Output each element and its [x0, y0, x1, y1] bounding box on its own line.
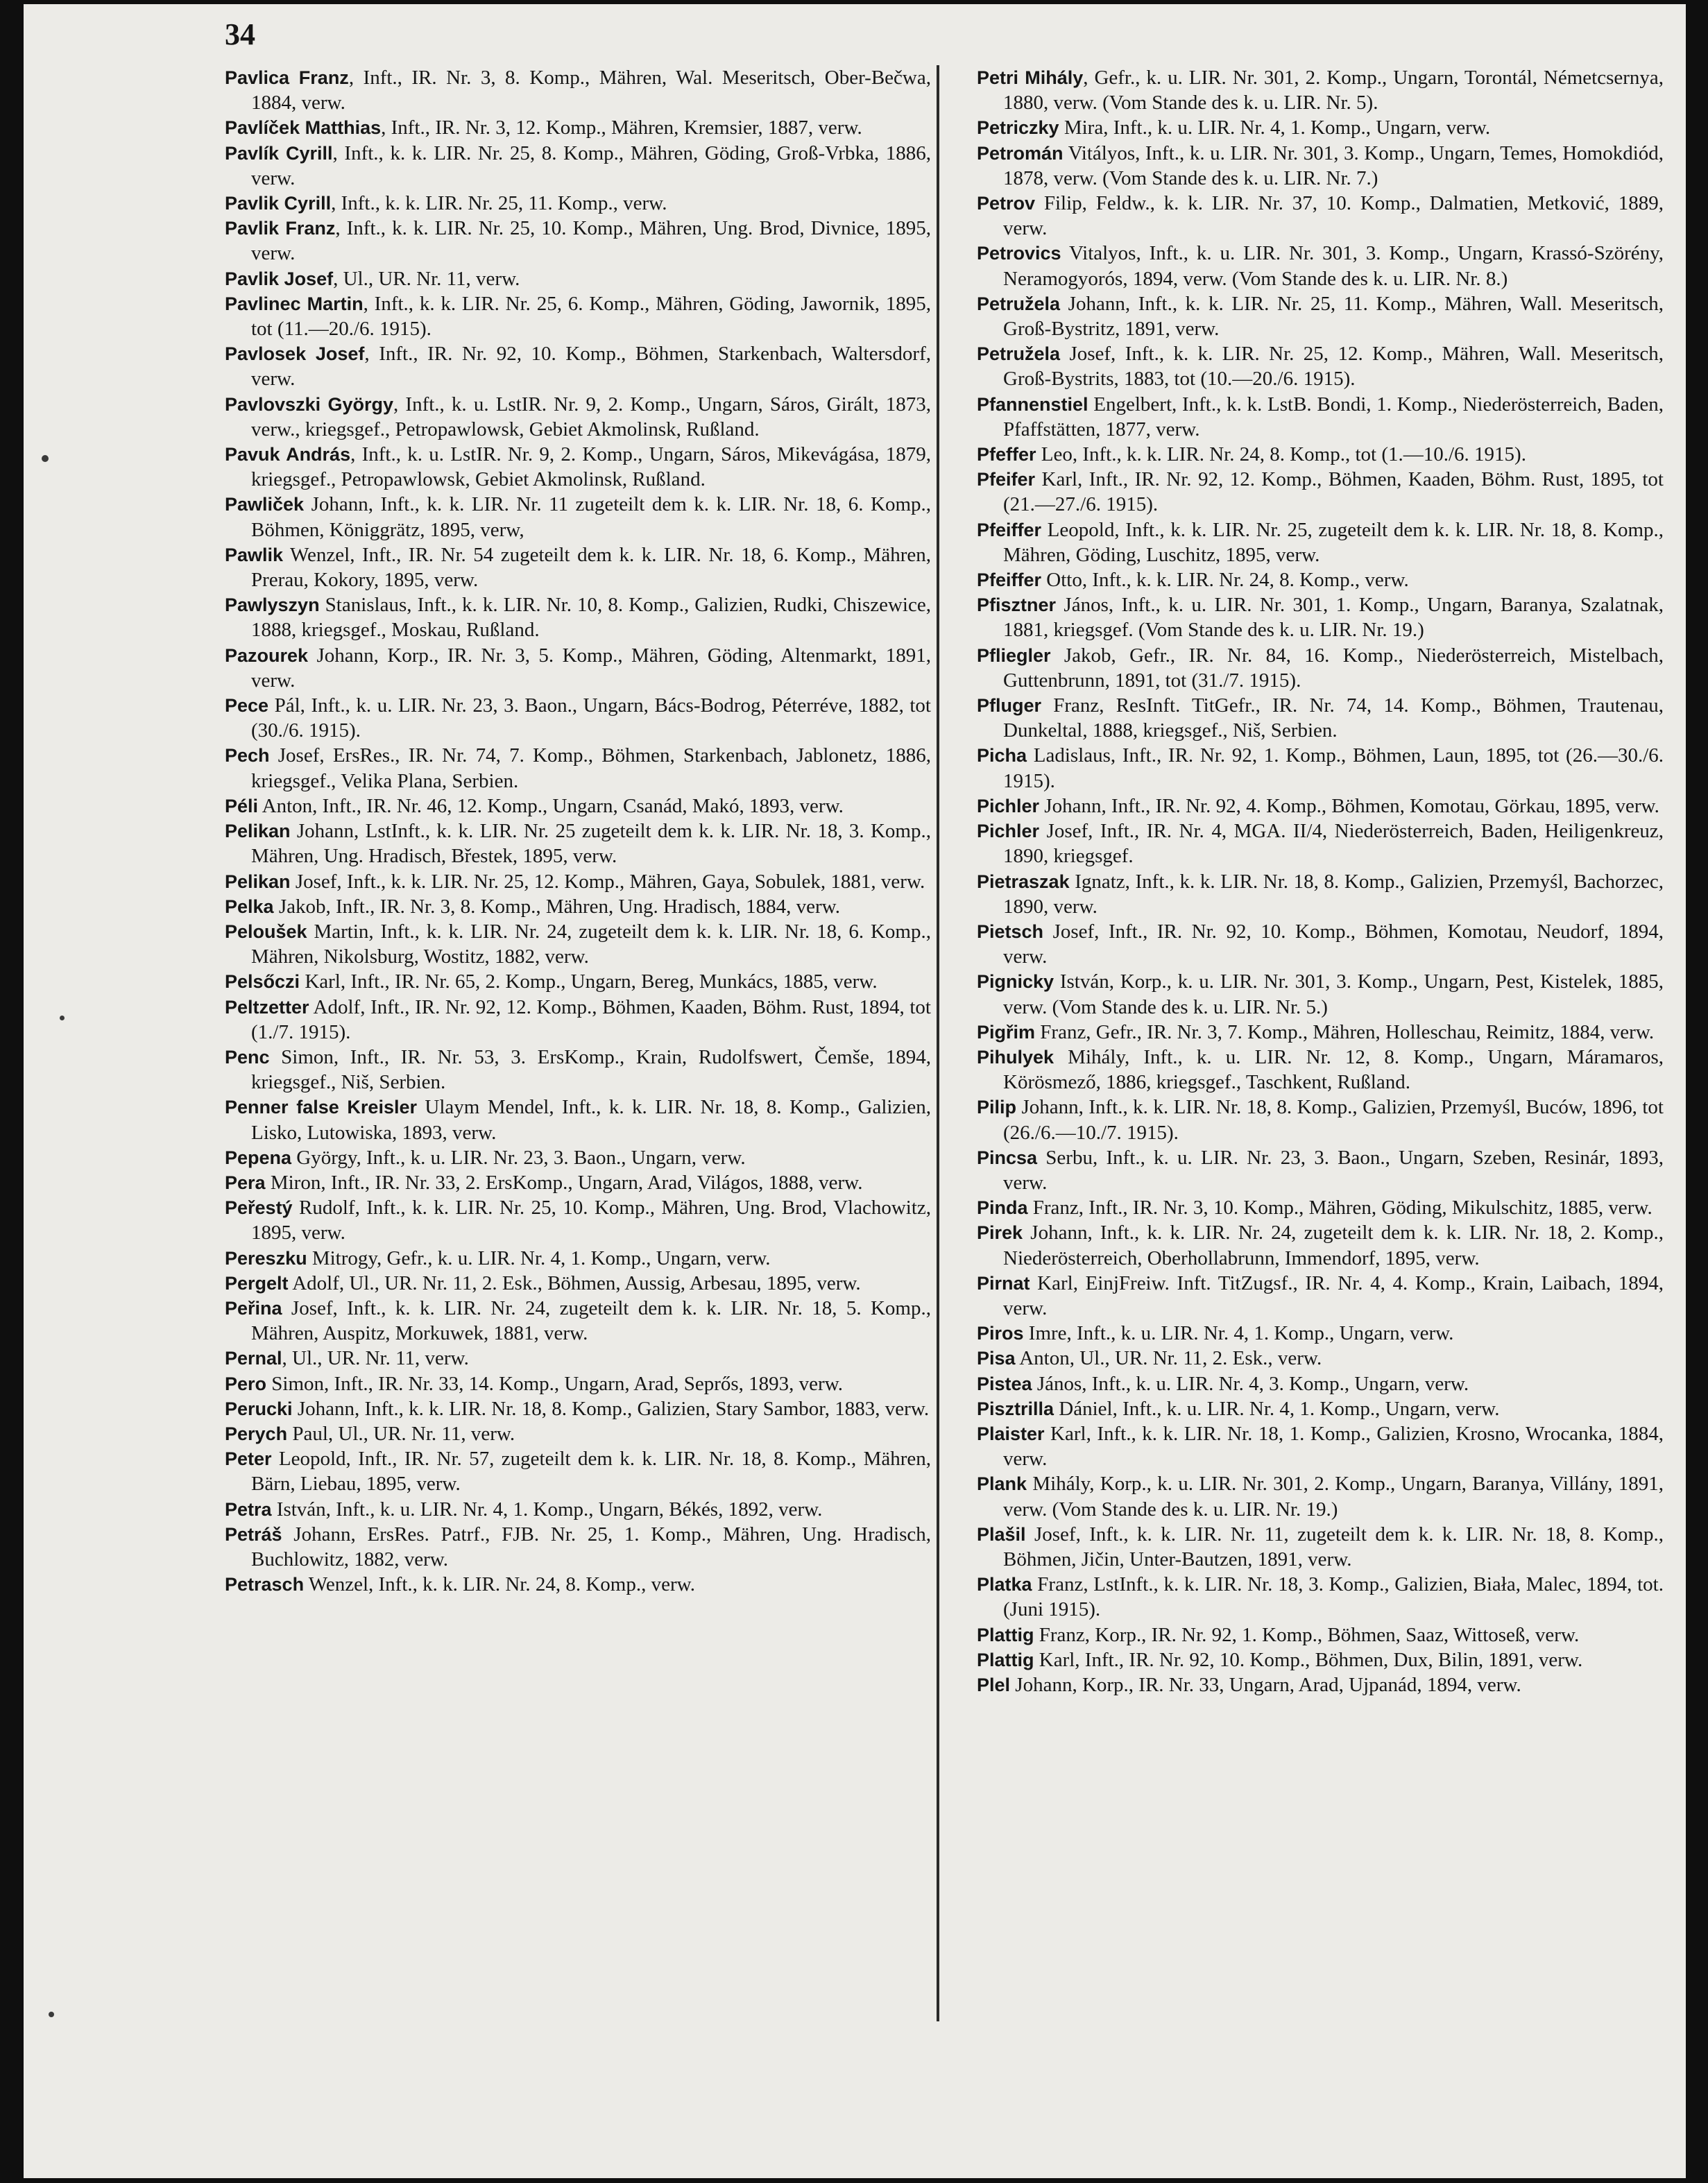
entry-name: Pece [225, 695, 269, 717]
entry-details: Mira, Inft., k. u. LIR. Nr. 4, 1. Komp., Ungarn, verw. [1059, 117, 1491, 139]
entry-details: , Gefr., k. u. LIR. Nr. 301, 2. Komp., Ungarn, Torontál, Németcsernya, 1880, verw. (Vom Stande des k. u. LIR. Nr. 5). [1003, 67, 1664, 114]
speck-mark [49, 2012, 54, 2017]
register-entry [225, 216, 931, 266]
register-entry [977, 1271, 1664, 1321]
entry-name: Penc [225, 1046, 270, 1068]
entry-details: Josef, Inft., k. k. LIR. Nr. 25, 12. Komp., Mähren, Gaya, Sobulek, 1881, verw. [290, 870, 925, 893]
register-entry [977, 1623, 1664, 1647]
entry-name: Pfeiffer [977, 519, 1042, 540]
entry-details: Mihály, Inft., k. u. LIR. Nr. 12, 8. Komp., Ungarn, Máramaros, Körösmező, 1886, kriegsgef., Taschkent, Rußland. [1003, 1045, 1664, 1094]
register-entry [225, 1095, 931, 1145]
register-entry [977, 819, 1664, 868]
register-entry [225, 794, 931, 819]
entry-details: Stanislaus, Inft., k. k. LIR. Nr. 10, 8. Komp., Galizien, Rudki, Chiszewice, 1888, kriegsgef., Moskau, Rußland. [251, 594, 931, 642]
entry-name: Pavlik Cyrill [225, 193, 332, 214]
register-entry [225, 65, 931, 115]
entry-name: Pech [225, 745, 270, 767]
entry-details: Miron, Inft., IR. Nr. 33, 2. ErsKomp., Ungarn, Arad, Világos, 1888, verw. [265, 1171, 863, 1194]
entry-details: Mihály, Korp., k. u. LIR. Nr. 301, 2. Komp., Ungarn, Baranya, Villány, 1891, verw. (Vom Stande des k. u. LIR. Nr. 19.) [1003, 1473, 1664, 1521]
entry-details: Mitrogy, Gefr., k. u. LIR. Nr. 4, 1. Komp., Ungarn, verw. [307, 1247, 771, 1269]
entry-name: Peloušek [225, 921, 307, 942]
entry-details: Leo, Inft., k. k. LIR. Nr. 24, 8. Komp., tot (1.—10./6. 1915). [1036, 443, 1526, 466]
speck-mark [60, 1016, 65, 1020]
entry-details: Leopold, Inft., IR. Nr. 57, zugeteilt dem k. k. LIR. Nr. 18, 8. Komp., Mähren, Bärn, Liebau, 1895, verw. [251, 1448, 931, 1496]
entry-details: , Inft., k. k. LIR. Nr. 25, 10. Komp., Mähren, Ung. Brod, Divnice, 1895, verw. [251, 217, 931, 265]
entry-name: Pfannenstiel [977, 393, 1088, 415]
entry-details: Karl, Inft., IR. Nr. 65, 2. Komp., Ungarn, Bereg, Munkács, 1885, verw. [300, 970, 878, 993]
entry-details: , Inft., IR. Nr. 92, 10. Komp., Böhmen, Starkenbach, Waltersdorf, verw. [251, 343, 931, 391]
entry-name: Pavlik Josef [225, 268, 334, 289]
entry-name: Pfluger [977, 695, 1042, 717]
register-entry [225, 1497, 931, 1522]
register-entry [977, 1045, 1664, 1095]
entry-details: Josef, Inft., k. k. LIR. Nr. 11, zugeteilt dem k. k. LIR. Nr. 18, 8. Komp., Böhmen, Jičin, Unter-Bautzen, 1891, verw. [1003, 1523, 1664, 1570]
register-entry [977, 592, 1664, 642]
entry-name: Peřestý [225, 1197, 293, 1219]
register-entry [225, 1246, 931, 1271]
entry-details: Franz, LstInft., k. k. LIR. Nr. 18, 3. Komp., Galizien, Biała, Malec, 1894, tot. (Juni 1915). [1003, 1573, 1664, 1621]
entry-details: , Inft., IR. Nr. 3, 12. Komp., Mähren, Kremsier, 1887, verw. [381, 117, 862, 139]
register-entry [977, 919, 1664, 969]
register-entry [977, 1020, 1664, 1045]
document-page [24, 4, 1686, 2178]
entry-name: Pietsch [977, 921, 1044, 942]
entry-details: Johann, Korp., IR. Nr. 33, Ungarn, Arad, Ujpanád, 1894, verw. [1010, 1674, 1521, 1696]
entry-name: Petrov [977, 193, 1036, 214]
entry-details: Ladislaus, Inft., IR. Nr. 92, 1. Komp., Böhmen, Laun, 1895, tot (26.—30./6. 1915). [1003, 744, 1664, 792]
entry-details: Wenzel, Inft., k. k. LIR. Nr. 24, 8. Komp., verw. [304, 1573, 695, 1596]
entry-details: , Ul., UR. Nr. 11, verw. [333, 267, 520, 290]
register-entry [225, 1045, 931, 1095]
speck-mark [42, 455, 49, 462]
entry-name: Penner false Kreisler [225, 1097, 417, 1118]
register-entry [225, 341, 931, 391]
entry-name: Pfeffer [977, 444, 1036, 465]
entry-details: Johann, Inft., IR. Nr. 92, 4. Komp., Böhmen, Komotau, Görkau, 1895, verw. [1039, 794, 1659, 817]
entry-name: Plattig [977, 1649, 1034, 1670]
entry-details: Vitalyos, Inft., k. u. LIR. Nr. 301, 3. Komp., Ungarn, Krassó-Szörény, Neramogyorós, 1894, verw. (Vom Stande des k. u. LIR. Nr. 8.) [1003, 242, 1664, 290]
entry-details: Johann, LstInft., k. k. LIR. Nr. 25 zugeteilt dem k. k. LIR. Nr. 18, 3. Komp., Mähren, Ung. Hradisch, Břestek, 1895, verw. [251, 820, 931, 868]
entry-name: Petri Mihály [977, 67, 1084, 88]
entry-details: Wenzel, Inft., IR. Nr. 54 zugeteilt dem k. k. LIR. Nr. 18, 6. Komp., Mähren, Prerau, Kokory, 1895, verw. [251, 543, 931, 592]
entry-details: János, Inft., k. u. LIR. Nr. 4, 3. Komp., Ungarn, verw. [1032, 1372, 1469, 1395]
register-entry [977, 141, 1664, 191]
entry-details: Ulaym Mendel, Inft., k. k. LIR. Nr. 18, 8. Komp., Galizien, Lisko, Lutowiska, 1893, verw. [251, 1096, 931, 1144]
register-entry [225, 592, 931, 642]
entry-name: Piros [977, 1323, 1024, 1344]
register-entry [977, 1346, 1664, 1371]
entry-name: Pavlik Franz [225, 218, 336, 239]
entry-name: Petromán [977, 142, 1064, 164]
entry-name: Pirnat [977, 1272, 1030, 1294]
entry-details: Johann, Inft., k. k. LIR. Nr. 18, 8. Komp., Galizien, Stary Sambor, 1883, verw. [292, 1397, 930, 1420]
register-entry [225, 1446, 931, 1496]
register-entry [225, 693, 931, 743]
entry-name: Pisztrilla [977, 1398, 1054, 1419]
entry-details: , Inft., k. k. LIR. Nr. 25, 8. Komp., Mähren, Göding, Groß-Vrbka, 1886, verw. [251, 142, 931, 189]
register-entry [225, 115, 931, 140]
entry-name: Pinda [977, 1197, 1028, 1219]
entry-name: Pelka [225, 896, 274, 917]
register-entry [977, 1522, 1664, 1572]
register-entry [977, 291, 1664, 341]
register-entry [225, 1522, 931, 1572]
entry-name: Perucki [225, 1398, 293, 1419]
entry-details: , Inft., k. u. LstIR. Nr. 9, 2. Komp., Ungarn, Sáros, Girált, 1873, verw., kriegsgef., Petropawlowsk, Gebiet Akmolinsk, Rußland. [251, 393, 931, 440]
register-entry [977, 693, 1664, 743]
entry-name: Pignicky [977, 971, 1054, 993]
register-entry [225, 1396, 931, 1421]
entry-name: Platka [977, 1574, 1032, 1595]
register-entry [225, 995, 931, 1045]
entry-details: Anton, Ul., UR. Nr. 11, 2. Esk., verw. [1015, 1347, 1322, 1370]
register-entry [977, 115, 1664, 140]
entry-name: Pirek [977, 1222, 1023, 1244]
entry-details: Karl, Inft., IR. Nr. 92, 12. Komp., Böhmen, Kaaden, Böhm. Rust, 1895, tot (21.—27./6. 1915). [1003, 468, 1664, 516]
entry-details: Ignatz, Inft., k. k. LIR. Nr. 18, 8. Komp., Galizien, Przemyśl, Bachorzec, 1890, verw. [1003, 870, 1664, 918]
entry-name: Pistea [977, 1373, 1032, 1394]
entry-details: Adolf, Inft., IR. Nr. 92, 12. Komp., Böhmen, Kaaden, Böhm. Rust, 1894, tot (1./7. 1915). [251, 995, 931, 1043]
register-entry [977, 392, 1664, 442]
entry-details: Martin, Inft., k. k. LIR. Nr. 24, zugeteilt dem k. k. LIR. Nr. 18, 6. Komp., Mähren, Nikolsburg, Wostitz, 1882, verw. [251, 920, 931, 968]
entry-name: Plank [977, 1473, 1027, 1495]
register-entry [225, 392, 931, 442]
register-entry [977, 1672, 1664, 1697]
entry-details: Simon, Inft., IR. Nr. 33, 14. Komp., Ungarn, Arad, Seprős, 1893, verw. [266, 1372, 844, 1395]
entry-details: Josef, Inft., k. k. LIR. Nr. 24, zugeteilt dem k. k. LIR. Nr. 18, 5. Komp., Mähren, Auspitz, Morkuwek, 1881, verw. [251, 1296, 931, 1345]
entry-name: Perych [225, 1423, 288, 1444]
entry-name: Pelsőczi [225, 971, 300, 993]
entry-details: , Inft., k. k. LIR. Nr. 25, 6. Komp., Mähren, Göding, Jawornik, 1895, tot (11.—20./6. 1915). [251, 292, 931, 341]
entry-details: Jakob, Inft., IR. Nr. 3, 8. Komp., Mähren, Ung. Hradisch, 1884, verw. [273, 895, 840, 918]
register-entry [225, 1170, 931, 1195]
register-entry [977, 1471, 1664, 1521]
register-entry [977, 442, 1664, 467]
entry-name: Petrovics [977, 243, 1061, 264]
entry-details: Karl, EinjFreiw. Inft. TitZugsf., IR. Nr. 4, 4. Komp., Krain, Laibach, 1894, verw. [1003, 1272, 1664, 1319]
entry-details: István, Korp., k. u. LIR. Nr. 301, 3. Komp., Ungarn, Pest, Kistelek, 1885, verw. (Vom Stande des k. u. LIR. Nr. 5.) [1003, 970, 1664, 1018]
register-entry [225, 492, 931, 542]
entry-details: Josef, ErsRes., IR. Nr. 74, 7. Komp., Böhmen, Starkenbach, Jablonetz, 1886, kriegsgef., Velika Plana, Serbien. [251, 744, 931, 792]
entry-name: Pavuk András [225, 444, 351, 465]
register-entry [225, 1271, 931, 1296]
entry-name: Pavlík Cyrill [225, 142, 333, 164]
register-entry [977, 191, 1664, 241]
entry-name: Peltzetter [225, 996, 309, 1018]
entry-details: Rudolf, Inft., k. k. LIR. Nr. 25, 10. Komp., Mähren, Ung. Brod, Vlachowitz, 1895, verw. [251, 1197, 931, 1244]
register-entry [977, 1095, 1664, 1145]
entry-name: Pawliček [225, 494, 305, 515]
register-entry [225, 1296, 931, 1346]
register-entry [225, 969, 931, 994]
entry-details: Leopold, Inft., k. k. LIR. Nr. 25, zugeteilt dem k. k. LIR. Nr. 18, 8. Komp., Mähren, Göding, Luschitz, 1895, verw. [1003, 518, 1664, 566]
entry-details: , Ul., UR. Nr. 11, verw. [282, 1347, 469, 1370]
register-entry [977, 869, 1664, 919]
entry-details: Johann, Inft., k. k. LIR. Nr. 24, zugeteilt dem k. k. LIR. Nr. 18, 2. Komp., Niederösterreich, Oberhollabrunn, Immendorf, 1895, verw. [1003, 1222, 1664, 1269]
entry-details: , Inft., IR. Nr. 3, 8. Komp., Mähren, Wal. Meseritsch, Ober-Bečwa, 1884, verw. [251, 67, 931, 114]
left-column [225, 65, 931, 1597]
entry-name: Plašil [977, 1523, 1026, 1545]
entry-name: Pilip [977, 1097, 1017, 1118]
entry-details: Franz, Gefr., IR. Nr. 3, 7. Komp., Mähren, Holleschau, Reimitz, 1884, verw. [1035, 1020, 1655, 1043]
entry-name: Petráš [225, 1523, 282, 1545]
entry-details: Serbu, Inft., k. u. LIR. Nr. 23, 3. Baon., Ungarn, Szeben, Resinár, 1893, verw. [1003, 1146, 1664, 1194]
entry-details: , Inft., k. k. LIR. Nr. 25, 11. Komp., verw. [331, 192, 667, 215]
entry-name: Pavlíček Matthias [225, 117, 382, 139]
entry-name: Pergelt [225, 1272, 289, 1294]
entry-name: Pisa [977, 1348, 1016, 1369]
entry-name: Plattig [977, 1624, 1034, 1645]
entry-details: Pál, Inft., k. u. LIR. Nr. 23, 3. Baon., Ungarn, Bács-Bodrog, Péterréve, 1882, tot (30./6. 1915). [251, 694, 931, 742]
register-entry [225, 819, 931, 868]
register-entry [977, 241, 1664, 291]
entry-name: Pavlica Franz [225, 67, 349, 88]
register-entry [225, 191, 931, 216]
entry-name: Pihulyek [977, 1046, 1054, 1068]
entry-details: Vitályos, Inft., k. u. LIR. Nr. 301, 3. Komp., Ungarn, Temes, Homokdiód, 1878, verw. (Vom Stande des k. u. LIR. Nr. 7.) [1003, 142, 1664, 189]
register-entry [977, 65, 1664, 115]
entry-name: Peter [225, 1448, 272, 1470]
entry-name: Péli [225, 795, 259, 816]
entry-details: Johann, Korp., IR. Nr. 3, 5. Komp., Mähren, Göding, Altenmarkt, 1891, verw. [251, 644, 931, 692]
entry-details: Johann, ErsRes. Patrf., FJB. Nr. 25, 1. Komp., Mähren, Ung. Hradisch, Buchlowitz, 1882, verw. [251, 1523, 931, 1570]
register-entry [977, 743, 1664, 793]
register-entry [977, 467, 1664, 517]
entry-name: Petrasch [225, 1574, 305, 1595]
entry-name: Picha [977, 745, 1027, 767]
entry-details: Josef, Inft., IR. Nr. 4, MGA. II/4, Niederösterreich, Baden, Heiligenkreuz, 1890, kriegsgef. [1003, 820, 1664, 868]
entry-name: Pfeifer [977, 469, 1036, 490]
entry-details: Engelbert, Inft., k. k. LstB. Bondi, 1. Komp., Niederösterreich, Baden, Pfaffstätten, 1877, verw. [1003, 393, 1664, 440]
entry-name: Plaister [977, 1423, 1045, 1444]
page-number: 34 [225, 17, 255, 51]
entry-details: Franz, Inft., IR. Nr. 3, 10. Komp., Mähren, Göding, Mikulschitz, 1885, verw. [1027, 1197, 1653, 1219]
entry-name: Petružela [977, 293, 1061, 314]
entry-name: Plel [977, 1675, 1011, 1695]
entry-name: Pietraszak [977, 871, 1070, 892]
register-entry [977, 643, 1664, 693]
entry-name: Pichler [977, 821, 1040, 842]
entry-details: , Inft., k. u. LstIR. Nr. 9, 2. Komp., Ungarn, Sáros, Mikevágása, 1879, kriegsgef., Petropawlowsk, Gebiet Akmolinsk, Rußland. [251, 443, 931, 491]
register-entry [225, 442, 931, 492]
register-entry [977, 341, 1664, 391]
register-entry [977, 1195, 1664, 1220]
register-entry [225, 894, 931, 919]
entry-details: Paul, Ul., UR. Nr. 11, verw. [287, 1422, 515, 1445]
entry-name: Pichler [977, 795, 1040, 816]
entry-name: Pigřim [977, 1021, 1036, 1043]
register-entry [225, 919, 931, 969]
entry-details: Josef, Inft., k. k. LIR. Nr. 25, 12. Komp., Mähren, Wall. Meseritsch, Groß-Bystrits, 1883, tot (10.—20./6. 1915). [1003, 343, 1664, 391]
entry-name: Pera [225, 1172, 266, 1193]
register-entry [977, 1572, 1664, 1622]
register-entry [977, 1220, 1664, 1270]
entry-details: György, Inft., k. u. LIR. Nr. 23, 3. Baon., Ungarn, verw. [291, 1146, 746, 1169]
entry-name: Pelikan [225, 821, 291, 842]
entry-details: Otto, Inft., k. k. LIR. Nr. 24, 8. Komp., verw. [1041, 569, 1409, 592]
register-entry [225, 542, 931, 592]
entry-details: Imre, Inft., k. u. LIR. Nr. 4, 1. Komp., Ungarn, verw. [1023, 1322, 1454, 1345]
register-entry [225, 1346, 931, 1371]
entry-name: Pepena [225, 1147, 292, 1168]
entry-name: Pincsa [977, 1147, 1038, 1168]
entry-name: Pero [225, 1373, 267, 1394]
register-entry [225, 869, 931, 894]
register-entry [225, 1145, 931, 1170]
register-entry [977, 1421, 1664, 1471]
register-entry [225, 291, 931, 341]
entry-details: Johann, Inft., k. k. LIR. Nr. 18, 8. Komp., Galizien, Przemyśl, Buców, 1896, tot (26./6.—10./7. 1915). [1003, 1096, 1664, 1144]
entry-name: Pavlovszki György [225, 393, 394, 415]
register-entry [225, 266, 931, 291]
entry-details: Jakob, Gefr., IR. Nr. 84, 16. Komp., Niederösterreich, Mistelbach, Guttenbrunn, 1891, tot (31./7. 1915). [1003, 644, 1664, 692]
register-entry [225, 1421, 931, 1446]
register-entry [225, 643, 931, 693]
entry-name: Pernal [225, 1348, 282, 1369]
entry-name: Pazourek [225, 644, 309, 666]
register-entry [977, 1145, 1664, 1195]
register-entry [977, 1321, 1664, 1346]
entry-name: Pereszku [225, 1247, 307, 1269]
entry-details: István, Inft., k. u. LIR. Nr. 4, 1. Komp., Ungarn, Békés, 1892, verw. [271, 1498, 823, 1521]
entry-name: Pfeiffer [977, 570, 1042, 591]
register-entry [225, 141, 931, 191]
entry-name: Petriczky [977, 117, 1059, 139]
register-entry [977, 1396, 1664, 1421]
entry-details: Josef, Inft., IR. Nr. 92, 10. Komp., Böhmen, Komotau, Neudorf, 1894, verw. [1003, 920, 1664, 968]
entry-details: Simon, Inft., IR. Nr. 53, 3. ErsKomp., Krain, Rudolfswert, Čemše, 1894, kriegsgef., Niš, Serbien. [251, 1045, 931, 1094]
entry-details: János, Inft., k. u. LIR. Nr. 301, 1. Komp., Ungarn, Baranya, Szalatnak, 1881, kriegsgef. (Vom Stande des k. u. LIR. Nr. 19.) [1003, 594, 1664, 642]
right-column [977, 65, 1664, 1697]
entry-details: Anton, Inft., IR. Nr. 46, 12. Komp., Ungarn, Csanád, Makó, 1893, verw. [258, 794, 844, 817]
entry-details: Franz, Korp., IR. Nr. 92, 1. Komp., Böhmen, Saaz, Wittoseß, verw. [1034, 1623, 1580, 1646]
entry-details: Johann, Inft., k. k. LIR. Nr. 25, 11. Komp., Mähren, Wall. Meseritsch, Groß-Bystritz, 1891, verw. [1003, 292, 1664, 341]
entry-name: Petružela [977, 343, 1061, 365]
entry-details: Franz, ResInft. TitGefr., IR. Nr. 74, 14. Komp., Böhmen, Trautenau, Dunkeltal, 1888, kriegsgef., Niš, Serbien. [1003, 694, 1664, 742]
register-entry [977, 567, 1664, 592]
entry-name: Pfliegler [977, 644, 1051, 666]
column-divider [937, 65, 939, 2021]
entry-details: Filip, Feldw., k. k. LIR. Nr. 37, 10. Komp., Dalmatien, Metković, 1889, verw. [1003, 192, 1664, 240]
register-entry [977, 969, 1664, 1019]
register-entry [977, 1371, 1664, 1396]
entry-details: Karl, Inft., k. k. LIR. Nr. 18, 1. Komp., Galizien, Krosno, Wrocanka, 1884, verw. [1003, 1422, 1664, 1471]
entry-name: Pavlosek Josef [225, 343, 365, 365]
entry-name: Pawlyszyn [225, 594, 320, 616]
register-entry [977, 1647, 1664, 1672]
register-entry [977, 794, 1664, 819]
entry-name: Pavlinec Martin [225, 293, 364, 314]
entry-name: Peřina [225, 1297, 282, 1319]
entry-name: Pfisztner [977, 594, 1057, 616]
register-entry [977, 517, 1664, 567]
entry-name: Pelikan [225, 871, 291, 892]
entry-details: Karl, Inft., IR. Nr. 92, 10. Komp., Böhmen, Dux, Bilin, 1891, verw. [1034, 1648, 1583, 1671]
register-entry [225, 1371, 931, 1396]
register-entry [225, 1572, 931, 1597]
entry-name: Petra [225, 1498, 272, 1520]
entry-details: Dániel, Inft., k. u. LIR. Nr. 4, 1. Komp., Ungarn, verw. [1054, 1397, 1500, 1420]
register-entry [225, 1195, 931, 1245]
entry-details: Johann, Inft., k. k. LIR. Nr. 11 zugeteilt dem k. k. LIR. Nr. 18, 6. Komp., Böhmen, Königgrätz, 1895, verw, [251, 493, 931, 541]
entry-details: Adolf, Ul., UR. Nr. 11, 2. Esk., Böhmen, Aussig, Arbesau, 1895, verw. [288, 1272, 861, 1294]
register-entry [225, 743, 931, 793]
entry-name: Pawlik [225, 544, 284, 565]
